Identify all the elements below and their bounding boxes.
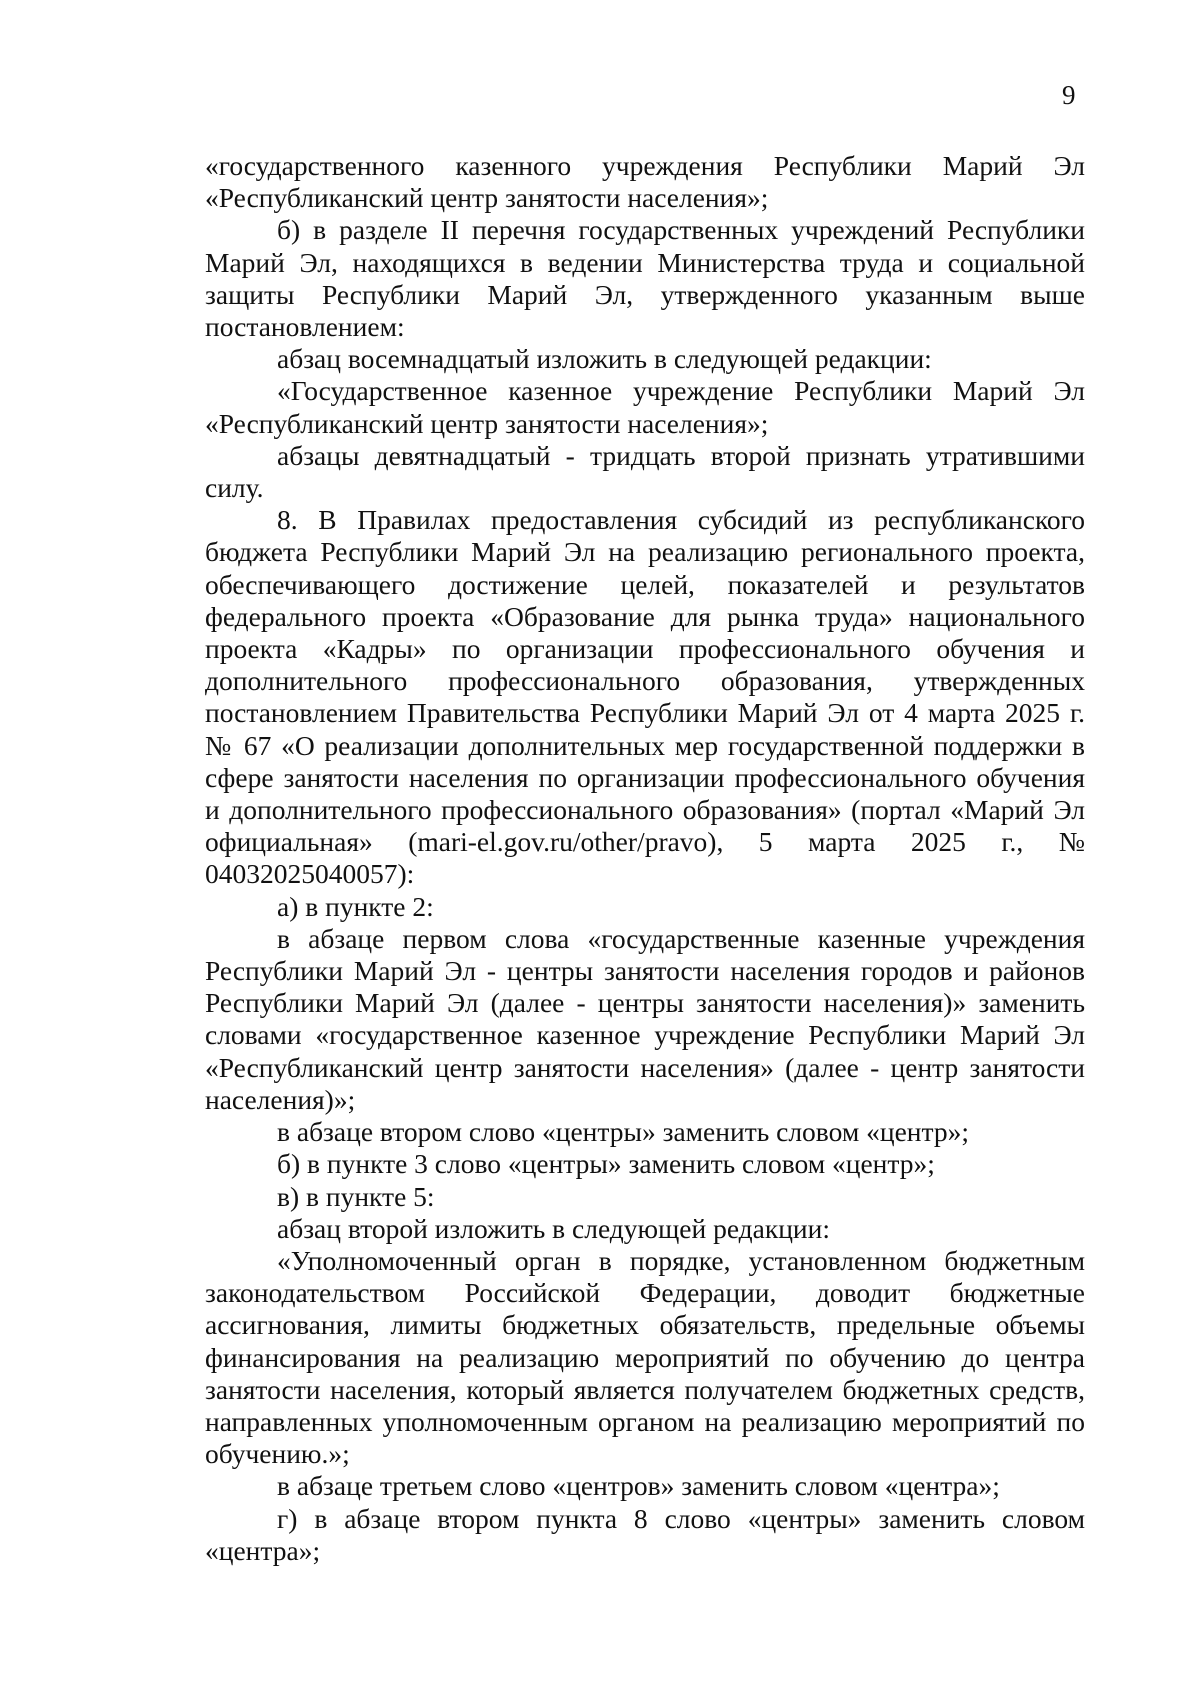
paragraph: в абзаце первом слова «государственные казенные учреждения Республики Марий Эл - центры занятости населения городов и районов Республики Марий Эл (далее - центры занятости населения)» заменить словами «государственное казенное учреждение Республики Марий Эл «Республиканский центр занятости населения» (далее - центр занятости населения)»; bbox=[205, 922, 1085, 1115]
paragraph: «государственного казенного учреждения Республики Марий Эл «Республиканский центр занятости населения»; bbox=[205, 150, 1085, 214]
paragraph: абзац второй изложить в следующей редакции: bbox=[277, 1212, 831, 1244]
paragraph: а) в пункте 2: bbox=[277, 890, 434, 922]
paragraph: г) в абзаце втором пункта 8 слово «центры» заменить словом «центра»; bbox=[205, 1502, 1085, 1566]
paragraph: б) в пункте 3 слово «центры» заменить словом «центр»; bbox=[277, 1148, 935, 1180]
paragraph: «Государственное казенное учреждение Республики Марий Эл «Республиканский центр занятости населения»; bbox=[205, 375, 1085, 439]
paragraph: в) в пункте 5: bbox=[277, 1180, 435, 1212]
paragraph: абзац восемнадцатый изложить в следующей редакции: bbox=[277, 343, 932, 375]
document-body bbox=[205, 150, 1085, 1567]
paragraph: «Уполномоченный орган в порядке, установленном бюджетным законодательством Российской Федерации, доводит бюджетные ассигнования, лимиты бюджетных обязательств, предельные объемы финансирования на реализацию мероприятий по обучению до центра занятости населения, который является получателем бюджетных средств, направленных уполномоченным органом на реализацию мероприятий по обучению.»; bbox=[205, 1244, 1085, 1470]
page-number: 9 bbox=[1062, 80, 1076, 110]
paragraph: 8. В Правилах предоставления субсидий из республиканского бюджета Республики Марий Эл на реализацию регионального проекта, обеспечивающего достижение целей, показателей и результатов федерального проекта «Образование для рынка труда» национального проекта «Кадры» по организации профессионального обучения и дополнительного профессионального образования, утвержденных постановлением Правительства Республики Марий Эл от 4 марта 2025 г. № 67 «О реализации дополнительных мер государственной поддержки в сфере занятости населения по организации профессионального обучения и дополнительного профессионального образования» (портал «Марий Эл официальная» (mari-el.gov.ru/other/pravo), 5 марта 2025 г., № 04032025040057): bbox=[205, 504, 1085, 890]
paragraph: б) в разделе II перечня государственных учреждений Республики Марий Эл, находящихся в ведении Министерства труда и социальной защиты Республики Марий Эл, утвержденного указанным выше постановлением: bbox=[205, 214, 1085, 343]
paragraph: в абзаце третьем слово «центров» заменить словом «центра»; bbox=[277, 1470, 1000, 1502]
paragraph: абзацы девятнадцатый - тридцать второй признать утратившими силу. bbox=[205, 439, 1085, 504]
paragraph: в абзаце втором слово «центры» заменить словом «центр»; bbox=[277, 1116, 969, 1148]
